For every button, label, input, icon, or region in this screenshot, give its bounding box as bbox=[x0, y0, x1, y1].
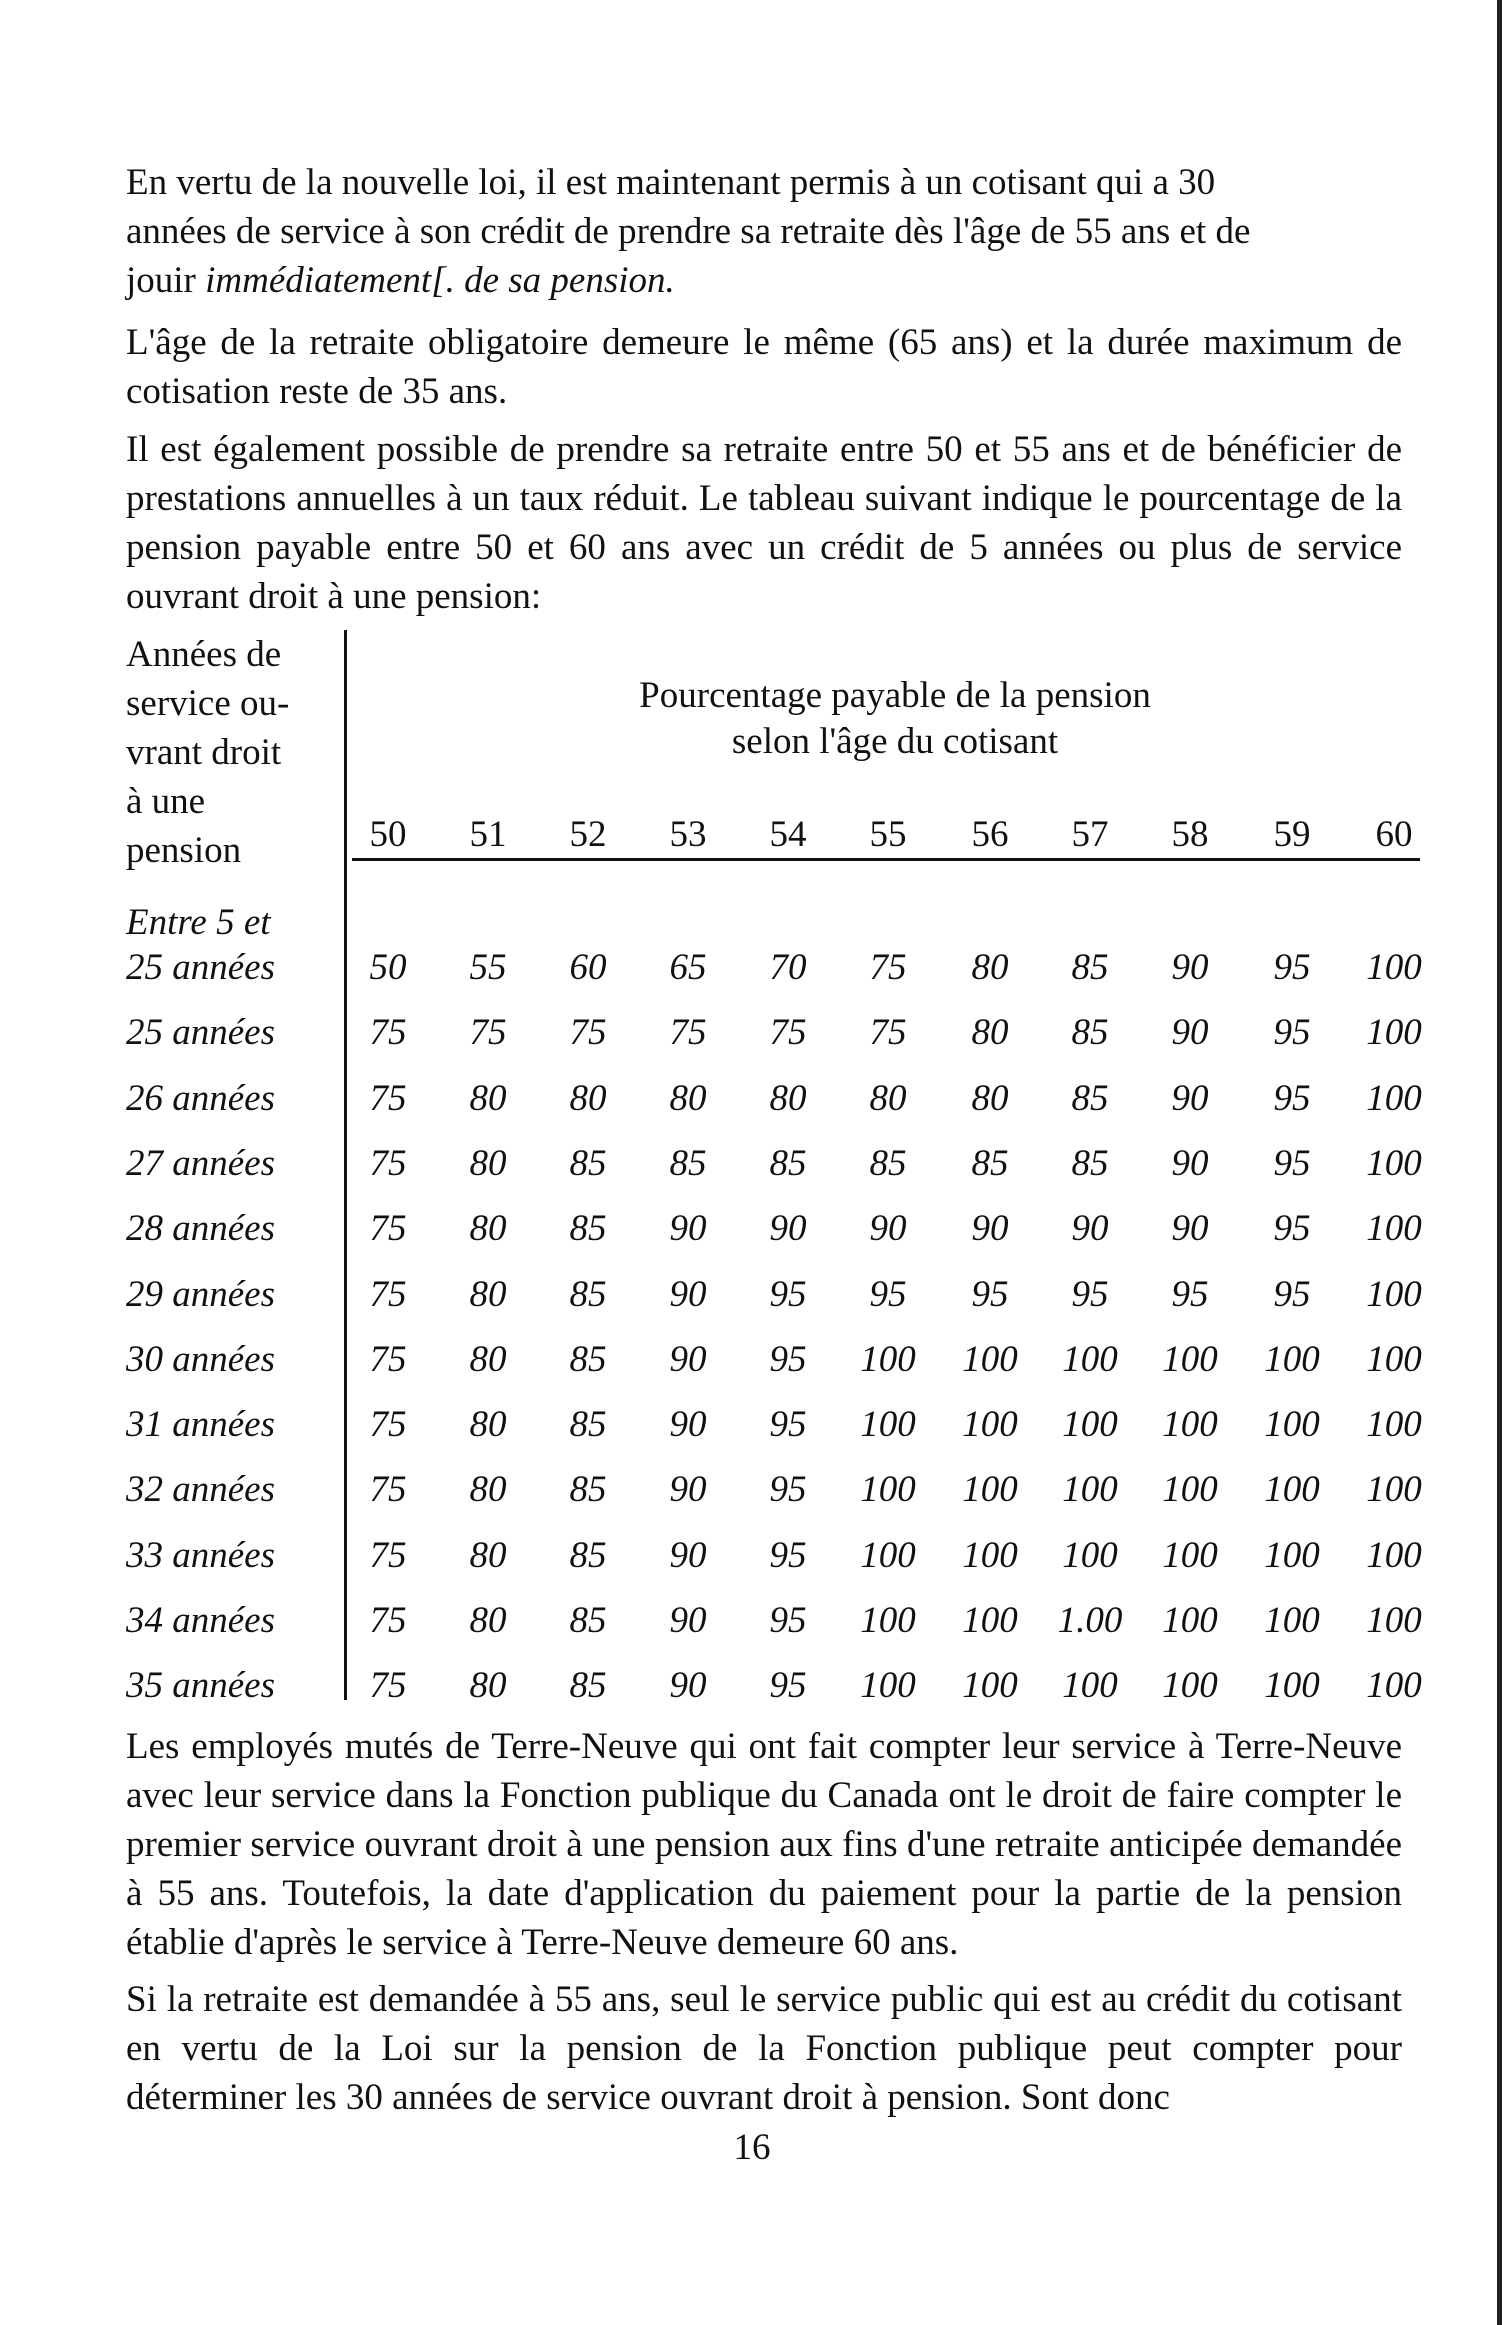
row-label: 33 années bbox=[126, 1534, 275, 1576]
table-cell: 95 bbox=[769, 1273, 807, 1315]
row-label: 34 années bbox=[126, 1600, 275, 1641]
table-row bbox=[126, 1463, 1426, 1517]
table-cell: 85 bbox=[569, 1600, 607, 1641]
table-cell: 100 bbox=[1366, 1273, 1422, 1315]
stub-header-line: vrant droit bbox=[126, 732, 282, 773]
table-cell: 100 bbox=[1062, 1469, 1118, 1511]
table-cell: 80 bbox=[469, 1469, 507, 1511]
age-column-header: 57 bbox=[1071, 814, 1109, 855]
table-caption-line-2: selon l'âge du cotisant bbox=[731, 721, 1059, 762]
table-cell: 100 bbox=[1062, 1665, 1118, 1707]
age-column-header: 52 bbox=[569, 814, 607, 855]
table-cell: 90 bbox=[669, 1338, 707, 1380]
table-caption-line-1: Pourcentage payable de la pension bbox=[639, 675, 1151, 716]
table-cell: 90 bbox=[971, 1208, 1009, 1250]
table-cell: 80 bbox=[469, 1665, 507, 1707]
table-cell: 85 bbox=[1071, 1012, 1109, 1054]
table-cell: 55 bbox=[469, 947, 507, 988]
table-cell: 100 bbox=[1162, 1469, 1218, 1511]
table-cell: 90 bbox=[669, 1600, 707, 1641]
row-label: 31 années bbox=[126, 1404, 275, 1446]
stub-header-line: à une bbox=[126, 781, 206, 822]
table-cell: 80 bbox=[469, 1208, 507, 1250]
table-cell: 95 bbox=[769, 1338, 807, 1380]
table-cell: 95 bbox=[1273, 1077, 1311, 1119]
table-cell: 100 bbox=[1062, 1534, 1118, 1576]
row-label: 28 années bbox=[126, 1208, 275, 1250]
table-cell: 100 bbox=[962, 1600, 1018, 1641]
table-cell: 85 bbox=[569, 1469, 607, 1511]
table-cell: 100 bbox=[962, 1469, 1018, 1511]
table-cell: 85 bbox=[869, 1142, 907, 1184]
paragraph-1-italic: immédiatement[. de sa pension. bbox=[205, 260, 675, 301]
table-row bbox=[126, 1529, 1426, 1583]
table-cell: 95 bbox=[1273, 1142, 1311, 1184]
paragraph-1-line-2: années de service à son crédit de prendre sa retraite dès l'âge de 55 ans et de bbox=[126, 211, 1251, 252]
table-cell: 90 bbox=[669, 1469, 707, 1511]
table-cell: 80 bbox=[971, 947, 1009, 988]
stub-header-line: Années de bbox=[126, 634, 282, 675]
table-cell: 80 bbox=[971, 1077, 1009, 1119]
table-cell: 100 bbox=[1264, 1338, 1320, 1380]
table-cell: 75 bbox=[569, 1012, 607, 1054]
table-cell: 85 bbox=[569, 1404, 607, 1446]
table-cell: 90 bbox=[669, 1665, 707, 1707]
table-cell: 95 bbox=[769, 1404, 807, 1446]
table-cell: 100 bbox=[860, 1600, 916, 1641]
table-cell: 75 bbox=[769, 1012, 807, 1054]
table-cell: 100 bbox=[1366, 1012, 1422, 1054]
table-cell: 1.00 bbox=[1057, 1600, 1123, 1641]
table-cell: 100 bbox=[1366, 947, 1422, 988]
table-cell: 85 bbox=[569, 1338, 607, 1380]
row-label: 35 années bbox=[126, 1665, 275, 1707]
table-cell: 100 bbox=[860, 1534, 916, 1576]
table-cell: 85 bbox=[1071, 947, 1109, 988]
table-row bbox=[126, 1333, 1426, 1387]
table-cell: 80 bbox=[971, 1012, 1009, 1054]
table-cell: 75 bbox=[869, 1012, 907, 1054]
table-row bbox=[126, 1137, 1426, 1191]
row-label: 29 années bbox=[126, 1273, 275, 1315]
table-first-row-label-top: Entre 5 et bbox=[126, 902, 271, 943]
table-row bbox=[126, 1659, 1426, 1713]
table-cell: 50 bbox=[369, 947, 407, 988]
table-cell: 100 bbox=[1062, 1338, 1118, 1380]
table-cell: 100 bbox=[1366, 1665, 1422, 1707]
table-cell: 90 bbox=[869, 1208, 907, 1250]
paragraph-1 bbox=[126, 158, 1402, 305]
table-cell: 95 bbox=[769, 1600, 807, 1641]
table-cell: 85 bbox=[971, 1142, 1009, 1184]
table-cell: 100 bbox=[1366, 1142, 1422, 1184]
table-cell: 80 bbox=[669, 1077, 707, 1119]
age-column-header: 59 bbox=[1273, 814, 1311, 855]
table-cell: 95 bbox=[1273, 1273, 1311, 1315]
table-cell: 80 bbox=[869, 1077, 907, 1119]
table-cell: 85 bbox=[569, 1534, 607, 1576]
table-cell: 95 bbox=[1071, 1273, 1109, 1315]
table-cell: 75 bbox=[669, 1012, 707, 1054]
table-cell: 75 bbox=[369, 1338, 407, 1380]
table-cell: 100 bbox=[1366, 1534, 1422, 1576]
paragraph-5: Si la retraite est demandée à 55 ans, seul le service public qui est au crédit du cotisant en vertu de la Loi sur la pension de la Fonction publique peut compter pour déterminer les 30 années de service ouvrant droit à pension. Sont donc bbox=[126, 1979, 1402, 2118]
table-cell: 75 bbox=[369, 1142, 407, 1184]
table-cell: 75 bbox=[369, 1404, 407, 1446]
page-number: 16 bbox=[733, 2127, 771, 2168]
stub-header-line: pension bbox=[126, 830, 242, 871]
row-label: 25 années bbox=[126, 1012, 275, 1054]
table-cell: 100 bbox=[1162, 1534, 1218, 1576]
table-row bbox=[126, 1202, 1426, 1256]
table-cell: 95 bbox=[869, 1273, 907, 1315]
page-edge-rule bbox=[1497, 0, 1502, 2325]
table-cell: 75 bbox=[369, 1665, 407, 1707]
table-cell: 85 bbox=[1071, 1142, 1109, 1184]
table-cell: 85 bbox=[569, 1208, 607, 1250]
row-label: 32 années bbox=[126, 1469, 275, 1511]
table-cell: 80 bbox=[469, 1273, 507, 1315]
table-cell: 75 bbox=[869, 947, 907, 988]
table-row bbox=[126, 1006, 1426, 1060]
table-cell: 80 bbox=[569, 1077, 607, 1119]
age-column-header: 54 bbox=[769, 814, 807, 855]
table-cell: 85 bbox=[1071, 1077, 1109, 1119]
table-cell: 85 bbox=[769, 1142, 807, 1184]
table-cell: 95 bbox=[1273, 947, 1311, 988]
table-cell: 80 bbox=[769, 1077, 807, 1119]
table-cell: 90 bbox=[1171, 1012, 1209, 1054]
paragraph-3: Il est également possible de prendre sa retraite entre 50 et 55 ans et de bénéficier de prestations annuelles à un taux réduit. Le tableau suivant indique le pourcentage de la pension payable entre 50 et 60 ans avec un crédit de 5 années ou plus de service ouvrant droit à une pension: bbox=[126, 429, 1402, 617]
table-cell: 100 bbox=[860, 1404, 916, 1446]
age-column-header: 60 bbox=[1375, 814, 1413, 855]
table-cell: 90 bbox=[1171, 1077, 1209, 1119]
table-cell: 100 bbox=[962, 1338, 1018, 1380]
table-cell: 80 bbox=[469, 1077, 507, 1119]
table-cell: 100 bbox=[1366, 1208, 1422, 1250]
table-cell: 100 bbox=[860, 1469, 916, 1511]
table-cell: 85 bbox=[569, 1273, 607, 1315]
table-cell: 85 bbox=[569, 1665, 607, 1707]
table-cell: 100 bbox=[1264, 1534, 1320, 1576]
table-cell: 100 bbox=[1162, 1404, 1218, 1446]
age-column-header: 56 bbox=[971, 814, 1009, 855]
row-label: 25 années bbox=[126, 947, 275, 988]
table-cell: 85 bbox=[669, 1142, 707, 1184]
table-cell: 75 bbox=[369, 1012, 407, 1054]
table-cell: 75 bbox=[369, 1208, 407, 1250]
table-cell: 80 bbox=[469, 1600, 507, 1641]
table-cell: 95 bbox=[769, 1665, 807, 1707]
table-row bbox=[126, 1398, 1426, 1452]
table-cell: 75 bbox=[469, 1012, 507, 1054]
table-cell: 80 bbox=[469, 1338, 507, 1380]
table-cell: 90 bbox=[669, 1404, 707, 1446]
table-cell: 100 bbox=[1366, 1404, 1422, 1446]
table-row bbox=[126, 1268, 1426, 1322]
table-cell: 100 bbox=[962, 1404, 1018, 1446]
table-cell: 90 bbox=[1171, 947, 1209, 988]
table-cell: 100 bbox=[1366, 1469, 1422, 1511]
table-cell: 90 bbox=[1171, 1142, 1209, 1184]
table-cell: 60 bbox=[569, 947, 607, 988]
table-cell: 100 bbox=[1162, 1665, 1218, 1707]
table-row bbox=[126, 941, 1426, 995]
table-cell: 100 bbox=[962, 1534, 1018, 1576]
table-cell: 100 bbox=[1264, 1665, 1320, 1707]
table-cell: 100 bbox=[1162, 1600, 1218, 1641]
table-cell: 75 bbox=[369, 1273, 407, 1315]
age-column-header: 51 bbox=[469, 814, 507, 855]
table-cell: 90 bbox=[669, 1534, 707, 1576]
age-column-header: 53 bbox=[669, 814, 707, 855]
age-column-header: 58 bbox=[1171, 814, 1209, 855]
table-stub-header bbox=[126, 630, 346, 875]
table-cell: 90 bbox=[669, 1273, 707, 1315]
table-row bbox=[126, 1594, 1426, 1648]
table-age-header-row bbox=[348, 812, 1420, 858]
age-column-header: 55 bbox=[869, 814, 907, 855]
table-cell: 90 bbox=[669, 1208, 707, 1250]
table-cell: 100 bbox=[1366, 1600, 1422, 1641]
table-cell: 100 bbox=[1366, 1077, 1422, 1119]
table-cell: 90 bbox=[1171, 1208, 1209, 1250]
paragraph-4: Les employés mutés de Terre-Neuve qui ont fait compter leur service à Terre-Neuve avec leur service dans la Fonction publique du Canada ont le droit de faire compter le premier service ouvrant droit à une pension aux fins d'une retraite anticipée demandée à 55 ans. Toutefois, la date d'application du paiement pour la partie de la pension établie d'après le service à Terre-Neuve demeure 60 ans. bbox=[126, 1726, 1402, 1963]
stub-header-line: service ou- bbox=[126, 683, 290, 724]
table-cell: 100 bbox=[860, 1665, 916, 1707]
table-cell: 80 bbox=[469, 1142, 507, 1184]
table-cell: 65 bbox=[669, 947, 707, 988]
table-cell: 70 bbox=[769, 947, 807, 988]
paragraph-1-line-1: En vertu de la nouvelle loi, il est maintenant permis à un cotisant qui a 30 bbox=[126, 162, 1216, 203]
table-cell: 95 bbox=[971, 1273, 1009, 1315]
age-column-header: 50 bbox=[369, 814, 407, 855]
table-cell: 100 bbox=[1264, 1404, 1320, 1446]
table-cell: 95 bbox=[769, 1534, 807, 1576]
table-cell: 90 bbox=[769, 1208, 807, 1250]
paragraph-2: L'âge de la retraite obligatoire demeure le même (65 ans) et la durée maximum de cotisation reste de 35 ans. bbox=[126, 322, 1402, 412]
table-cell: 90 bbox=[1071, 1208, 1109, 1250]
table-cell: 100 bbox=[962, 1665, 1018, 1707]
table-cell: 95 bbox=[769, 1469, 807, 1511]
table-cell: 95 bbox=[1273, 1208, 1311, 1250]
table-cell: 75 bbox=[369, 1077, 407, 1119]
table-header-rule bbox=[352, 858, 1420, 861]
table-cell: 95 bbox=[1273, 1012, 1311, 1054]
table-cell: 75 bbox=[369, 1534, 407, 1576]
table-cell: 75 bbox=[369, 1600, 407, 1641]
table-cell: 100 bbox=[1264, 1469, 1320, 1511]
row-label: 27 années bbox=[126, 1142, 275, 1184]
paragraph-1-line-3: jouir bbox=[126, 260, 206, 301]
row-label: 30 années bbox=[126, 1338, 275, 1380]
row-label: 26 années bbox=[126, 1077, 275, 1119]
table-cell: 100 bbox=[1366, 1338, 1422, 1380]
table-cell: 100 bbox=[1264, 1600, 1320, 1641]
table-cell: 85 bbox=[569, 1142, 607, 1184]
table-cell: 80 bbox=[469, 1404, 507, 1446]
table-cell: 100 bbox=[860, 1338, 916, 1380]
table-cell: 80 bbox=[469, 1534, 507, 1576]
table-row bbox=[126, 1072, 1426, 1126]
table-cell: 75 bbox=[369, 1469, 407, 1511]
table-cell: 100 bbox=[1062, 1404, 1118, 1446]
table-cell: 95 bbox=[1171, 1273, 1209, 1315]
table-cell: 100 bbox=[1162, 1338, 1218, 1380]
